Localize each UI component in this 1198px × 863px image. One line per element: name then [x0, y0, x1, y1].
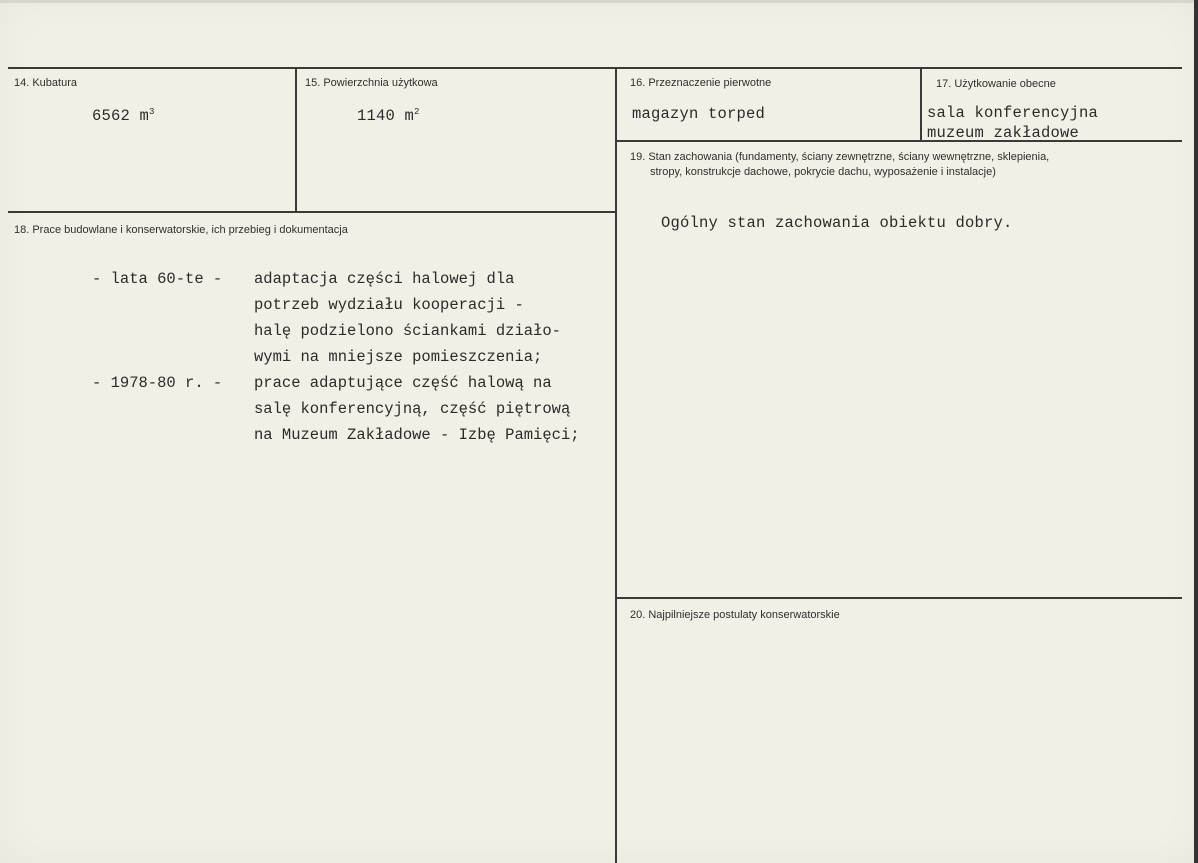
- card-right-edge: [1194, 0, 1198, 863]
- field-18-entry-1-line: adaptacja części halowej dla: [254, 270, 515, 288]
- field-19-label-line-1: 19. Stan zachowania (fundamenty, ściany zewnętrzne, ściany wewnętrzne, sklepienia,: [630, 151, 1050, 163]
- rule-top: [8, 67, 1182, 69]
- field-17-line-2: muzeum zakładowe: [927, 124, 1080, 140]
- field-18-entry-1-text: [254, 266, 561, 370]
- rule-under-16-17: [615, 140, 1182, 142]
- field-19-label-line-2: stropy, konstrukcje dachowe, pokrycie dachu, wyposażenie i instalacje): [650, 166, 996, 178]
- field-19-value: Ogólny stan zachowania obiektu dobry.: [661, 214, 1013, 232]
- field-18-entry-1-line: halę podzielono ściankami działo-: [254, 322, 561, 340]
- rule-above-20: [615, 597, 1182, 599]
- field-14-number: 6562: [92, 107, 131, 125]
- field-15-number: 1140: [357, 107, 396, 125]
- card-top-edge: [0, 0, 1198, 3]
- field-18-label: 18. Prace budowlane i konserwatorskie, ich przebieg i dokumentacja: [14, 224, 348, 236]
- field-15-label: 15. Powierzchnia użytkowa: [305, 77, 438, 89]
- field-18-entry-2-text: [254, 370, 580, 448]
- field-14-value: [92, 107, 155, 125]
- rule-v-main: [615, 67, 617, 863]
- field-16-label: 16. Przeznaczenie pierwotne: [630, 77, 772, 89]
- field-18-entry-2-line: prace adaptujące część halową na: [254, 374, 552, 392]
- field-14-label: 14. Kubatura: [14, 77, 77, 89]
- rule-v-16-17: [920, 67, 922, 140]
- field-17-label: 17. Użytkowanie obecne: [936, 78, 1056, 90]
- field-15-unit: $m^2$: [404, 107, 420, 125]
- field-14-unit: $m^3$: [139, 107, 155, 125]
- field-15-value: [357, 107, 420, 125]
- field-18-entry: [92, 266, 612, 376]
- field-18-entry-1-line: wymi na mniejsze pomieszczenia;: [254, 348, 543, 366]
- field-20-label: 20. Najpilniejsze postulaty konserwatorskie: [630, 609, 840, 621]
- rule-v-14-15: [295, 67, 297, 212]
- rule-under-14-15: [8, 211, 617, 213]
- field-18-entry-2-date: - 1978-80 r. -: [92, 374, 223, 392]
- field-18-entry-1-date: - lata 60-te -: [92, 270, 223, 288]
- field-18-entry-1-line: potrzeb wydziału kooperacji -: [254, 296, 524, 314]
- field-17-line-1: sala konferencyjna: [927, 104, 1099, 122]
- field-16-value: magazyn torped: [632, 105, 766, 123]
- field-18-entry: [92, 370, 612, 450]
- field-18-entry-2-line: salę konferencyjną, część piętrową: [254, 400, 571, 418]
- field-18-entry-2-line: na Muzeum Zakładowe - Izbę Pamięci;: [254, 426, 580, 444]
